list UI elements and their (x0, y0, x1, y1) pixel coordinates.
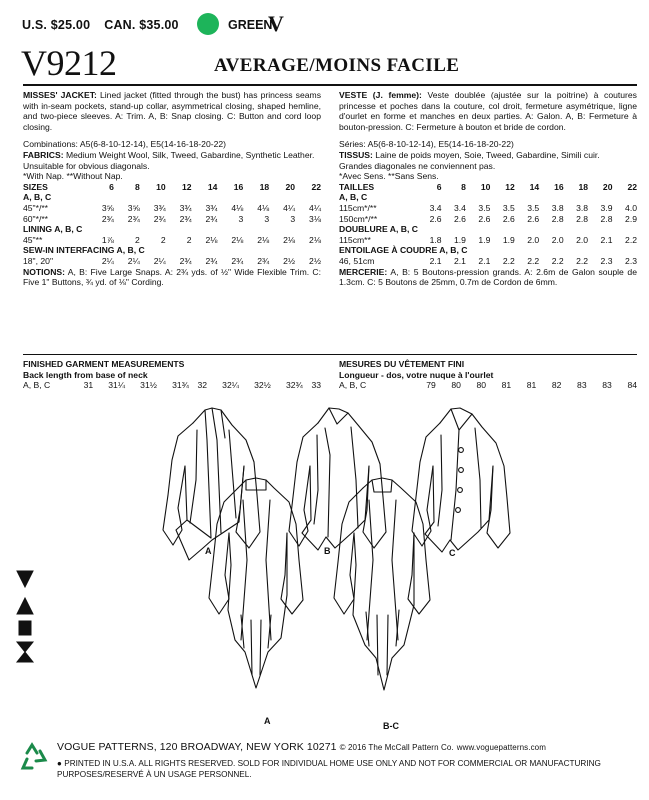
interfacing-value: 2¼ (153, 255, 166, 266)
interfacing-value: 2¼ (101, 255, 114, 266)
fabrics (23, 150, 321, 161)
fabric-width-label: 60"*/** (23, 213, 49, 224)
view-label-row (23, 192, 321, 203)
size-value: 8 (134, 181, 140, 192)
lining-section-label: DOUBLURE A, B, C (339, 224, 418, 235)
website: www.voguepatterns.com (456, 743, 546, 752)
size-value: 10 (480, 181, 491, 192)
copyright: © 2016 The McCall Pattern Co. (339, 743, 454, 752)
back-length-row-label: A, B, C (339, 380, 367, 391)
lining-value: 1.9 (502, 234, 515, 245)
triangle-up-icon (17, 598, 33, 614)
lining-value: 2 (186, 234, 192, 245)
difficulty-label: AVERAGE/MOINS FACILE (214, 55, 460, 76)
fabric-value: 2¾ (179, 213, 192, 224)
description (23, 90, 321, 132)
lining-value: 2⅛ (283, 234, 296, 245)
square-icon (19, 621, 31, 635)
recycle-icon (18, 741, 50, 773)
interfacing-value: 2.2 (502, 255, 515, 266)
garment-illustrations (0, 400, 649, 740)
description-fr (339, 90, 637, 132)
figure-label-back-bc: B-C (383, 721, 399, 731)
publisher-line (57, 741, 546, 753)
fabric-value: 4.0 (625, 202, 637, 213)
figure-label-back-a: A (264, 716, 271, 726)
publisher-address: VOGUE PATTERNS, 120 BROADWAY, NEW YORK 10271 (57, 741, 337, 753)
interfacing-value: 2.3 (625, 255, 637, 266)
fabric-value: 2¾ (101, 213, 114, 224)
sizes-label: TAILLES (339, 181, 375, 192)
interfacing-section-label: ENTOILAGE À COUDRE A, B, C (339, 245, 468, 256)
combinations: Combinations: A5(6-8-10-12-14), E5(14-16-18-20-22) (23, 139, 227, 150)
fabric-value: 3.5 (478, 202, 491, 213)
back-length-value: 31 (83, 380, 94, 391)
description-title: MISSES' JACKET: (23, 90, 97, 100)
notions-title: NOTIONS: (23, 266, 66, 277)
fabric-value: 3.5 (502, 202, 515, 213)
back-length-value: 83 (577, 380, 587, 391)
legal-notice: ● PRINTED IN U.S.A. ALL RIGHTS RESERVED. SOLD FOR INDIVIDUAL HOME USE ONLY AND NOT FOR COMMERCIAL OR MANUFACTURING PURPOSES/RESERVÉ À UN USAGE PERSONNEL. (57, 759, 601, 779)
lining-value: 2.1 (600, 234, 613, 245)
lining-value: 2⅛ (309, 234, 321, 245)
fabric-value: 2.8 (576, 213, 589, 224)
lining-value: 2.0 (527, 234, 540, 245)
back-length-value: 83 (602, 380, 612, 391)
lining-value: 2 (134, 234, 140, 245)
back-length-value: 33 (311, 380, 321, 391)
size-value: 14 (529, 181, 540, 192)
back-length-value: 32¼ (222, 380, 239, 391)
fabric-value: 2¾ (205, 213, 218, 224)
notion-symbols (17, 571, 33, 662)
size-value: 20 (602, 181, 613, 192)
interfacing-value: 2.3 (600, 255, 613, 266)
back-length-value: 81 (501, 380, 512, 391)
figure-label-b: B (324, 546, 331, 556)
lining-value: 2.0 (576, 234, 589, 245)
size-value: 10 (156, 181, 166, 192)
interfacing-value: 2¾ (205, 255, 218, 266)
back-length-value: 32¾ (285, 380, 303, 391)
finished-measurements-fr (339, 359, 637, 391)
back-length-table-fr (339, 380, 637, 391)
vogue-logo-mark: V (268, 11, 284, 36)
back-length-value: 32½ (254, 380, 271, 391)
back-length-value: 80 (476, 380, 487, 391)
fabric-width-label: 115cm*/** (339, 202, 377, 213)
fabric-value: 2.9 (625, 213, 637, 224)
back-length-value: 79 (426, 380, 436, 391)
back-length-table (23, 380, 321, 391)
lining-value: 2⅛ (205, 234, 218, 245)
size-value: 6 (436, 181, 442, 192)
fabrics-title: FABRICS: (23, 149, 64, 160)
fabric-value: 2.8 (551, 213, 564, 224)
fabric-value: 3¾ (205, 202, 218, 213)
lining-width-label: 45"** (23, 234, 43, 245)
price-line (22, 18, 193, 32)
fabric-value: 2.6 (429, 213, 442, 224)
back-length-value: 82 (551, 380, 562, 391)
size-value: 18 (578, 181, 589, 192)
size-value: 8 (461, 181, 466, 192)
notions-fr (339, 267, 637, 288)
lining-value: 2 (160, 234, 166, 245)
size-value: 16 (554, 181, 564, 192)
lining-section-label: LINING A, B, C (23, 224, 83, 235)
nap-note: *With Nap. **Without Nap. (23, 171, 123, 182)
size-value: 12 (181, 181, 192, 192)
back-length-label: Back length from base of neck (23, 369, 148, 380)
lining-value: 1.9 (478, 234, 491, 245)
size-value: 6 (109, 181, 114, 192)
fabric-value: 2.6 (478, 213, 491, 224)
size-value: 20 (285, 181, 296, 192)
interfacing-row (23, 256, 321, 267)
back-length-row (339, 380, 637, 391)
notions (23, 267, 321, 288)
fabric-value: 2.6 (502, 213, 515, 224)
fabrics-text: Medium Weight Wool, Silk, Tweed, Gabardine, Synthetic Leather. (63, 149, 315, 160)
interfacing-value: 2¾ (257, 255, 270, 266)
fabric-value: 2.6 (527, 213, 540, 224)
lining-section (339, 224, 637, 235)
price-us: U.S. $25.00 (22, 18, 91, 32)
view-label-row-label: A, B, C (23, 192, 52, 203)
lining-row (339, 235, 637, 246)
lining-value: 2⅛ (231, 234, 244, 245)
back-length-value: 32 (197, 380, 208, 391)
back-length-label-fr: Longueur - dos, votre nuque à l'ourlet (339, 369, 494, 380)
size-value: 16 (233, 181, 244, 192)
unsuitable-note-fr: Grandes diagonales ne conviennent pas. (339, 160, 496, 171)
interfacing-section-label: SEW-IN INTERFACING A, B, C (23, 245, 145, 256)
jacket-back-a-drawing (209, 478, 303, 688)
fgm-title: FINISHED GARMENT MEASUREMENTS (23, 359, 185, 369)
legal-text: PRINTED IN U.S.A. ALL RIGHTS RESERVED. SOLD FOR INDIVIDUAL HOME USE ONLY AND NOT FOR COMMERCIAL OR MANUFACTURING PURPOSES/RESERVÉ À UN USAGE PERSONNEL. (57, 759, 601, 779)
interfacing-section (339, 245, 637, 256)
lining-value: 2⅛ (257, 234, 270, 245)
jacket-back-bc-drawing (334, 478, 430, 690)
description-text: Lined jacket (fitted through the bust) has princess seams with in-seam pockets, stand-up collar, asymmetrical closing, shaped hemline, and two-piece sleeves. A: Trim. A, B: Snap closing. C: Button and cord loop closing. (23, 90, 321, 132)
lining-value: 1⅞ (101, 234, 114, 245)
fabrics-title-fr: TISSUS: (339, 149, 373, 160)
fabric-value: 3.8 (576, 202, 589, 213)
interfacing-value: 2.2 (551, 255, 564, 266)
yardage-table-en (23, 182, 321, 267)
interfacing-value: 2.2 (576, 255, 589, 266)
fabric-value: 3.8 (551, 202, 564, 213)
lining-value: 2.2 (625, 234, 637, 245)
unsuitable-note: Unsuitable for obvious diagonals. (23, 160, 150, 171)
back-length-value: 84 (627, 380, 637, 391)
figure-label-c: C (449, 548, 456, 558)
fabric-value: 3⅛ (309, 213, 321, 224)
interfacing-value: 2.1 (454, 255, 466, 266)
back-length-value: 31¾ (172, 380, 189, 391)
header-divider (23, 84, 637, 86)
fabric-value: 3 (264, 213, 270, 224)
size-value: 22 (311, 181, 321, 192)
size-value: 22 (627, 181, 637, 192)
lining-value: 1.8 (429, 234, 442, 245)
price-can: CAN. $35.00 (104, 18, 179, 32)
back-length-value: 80 (451, 380, 461, 391)
sizes-label: SIZES (23, 181, 48, 192)
interfacing-section (23, 245, 321, 256)
finished-measurements-en (23, 359, 321, 391)
sizes-header-row (23, 182, 321, 193)
fabric-value: 3.4 (454, 202, 466, 213)
back-length-row (23, 380, 321, 391)
english-column (23, 90, 321, 288)
fabric-value: 4¼ (283, 202, 296, 213)
interfacing-value: 2.1 (429, 255, 442, 266)
fabric-value: 3¾ (179, 202, 192, 213)
fabric-value: 3.4 (429, 202, 442, 213)
yardage-table-fr (339, 182, 637, 267)
fabric-value: 4⅛ (231, 202, 244, 213)
french-column (339, 90, 637, 288)
lining-section (23, 224, 321, 235)
fabric-value: 3 (290, 213, 296, 224)
size-value: 14 (207, 181, 218, 192)
interfacing-value: 2¾ (231, 255, 244, 266)
triangle-down-icon (17, 571, 33, 587)
fabric-row (339, 203, 637, 214)
interfacing-row (339, 256, 637, 267)
size-value: 12 (505, 181, 515, 192)
view-label-row-label: A, B, C (339, 192, 368, 203)
fabric-value: 3.5 (527, 202, 540, 213)
fabric-value: 3.9 (600, 202, 613, 213)
fabrics-text-fr: Laine de poids moyen, Soie, Tweed, Gabardine, Simili cuir. (372, 149, 600, 160)
jacket-front-c-drawing (412, 408, 510, 552)
fabric-value: 3¾ (153, 202, 166, 213)
lining-value: 1.9 (454, 234, 466, 245)
fabric-value: 3⅝ (101, 202, 114, 213)
lining-value: 2.0 (551, 234, 564, 245)
back-length-row-label: A, B, C (23, 380, 51, 391)
notions-text: A, B: Five Large Snaps. A: 2¾ yds. of ½" Wide Flexible Trim. C: Five 1" Buttons, ¾ yd. of ⅛" Cording. (23, 266, 321, 288)
back-length-value: 31½ (140, 380, 157, 391)
view-label-row (339, 192, 637, 203)
pattern-number: V9212 (21, 43, 117, 83)
fabric-row (23, 214, 321, 225)
fabric-row (339, 214, 637, 225)
bowtie-icon (17, 642, 33, 662)
interfacing-width-label: 18", 20" (23, 255, 53, 266)
fabric-row (23, 203, 321, 214)
fabric-value: 2.8 (600, 213, 613, 224)
interfacing-value: 2¼ (127, 255, 140, 266)
measurements-divider (23, 354, 637, 355)
fabrics-fr (339, 150, 637, 161)
lining-width-label: 115cm** (339, 234, 371, 245)
back-length-value: 81 (526, 380, 537, 391)
fgm-title-fr: MESURES DU VÊTEMENT FINI (339, 359, 465, 369)
sizes-header-row (339, 182, 637, 193)
interfacing-value: 2½ (283, 255, 296, 266)
fabric-width-label: 150cm*/** (339, 213, 378, 224)
color-name: GREEN (228, 18, 273, 32)
combinations-fr: Séries: A5(6-8-10-12-14), E5(14-16-18-20-22) (339, 139, 514, 150)
interfacing-value: 2¾ (179, 255, 192, 266)
fabric-value: 3⅝ (127, 202, 140, 213)
back-length-value: 31¼ (108, 380, 126, 391)
fabric-width-label: 45"*/** (23, 202, 49, 213)
interfacing-width-label: 46, 51cm (339, 255, 375, 266)
nap-note-fr: *Avec Sens. **Sans Sens. (339, 171, 439, 182)
interfacing-value: 2.1 (478, 255, 491, 266)
fabric-value: 4⅛ (257, 202, 270, 213)
interfacing-value: 2.2 (527, 255, 540, 266)
fabric-value: 2.6 (454, 213, 466, 224)
notions-title-fr: MERCERIE: (339, 266, 388, 277)
figure-label-a: A (205, 546, 212, 556)
size-value: 18 (259, 181, 270, 192)
fabric-value: 2¾ (127, 213, 140, 224)
fabric-value: 4¼ (309, 202, 321, 213)
fabric-value: 2¾ (153, 213, 166, 224)
lining-row (23, 235, 321, 246)
description-title-fr: VESTE (J. femme): (339, 90, 422, 100)
notions-text-fr: A, B: 5 Boutons-pression grands. A: 2.6m de Galon souple de 1.3cm. C: 5 Boutons de 25mm, 0.7m de Cordon de 6mm. (339, 266, 637, 288)
color-dot (197, 13, 219, 35)
description-text-fr: Veste doublée (ajustée sur la poitrine) à coutures princesse et poches dans la couture, col droit, fermeture asymétrique, ligne d'ourlet en forme et manches en deux parties. A: Galon. A, B: Fermeture à bouton-pression. C: Fermeture à bouton et bride de cordon. (339, 90, 637, 132)
interfacing-value: 2½ (309, 255, 321, 266)
fabric-value: 3 (238, 213, 244, 224)
